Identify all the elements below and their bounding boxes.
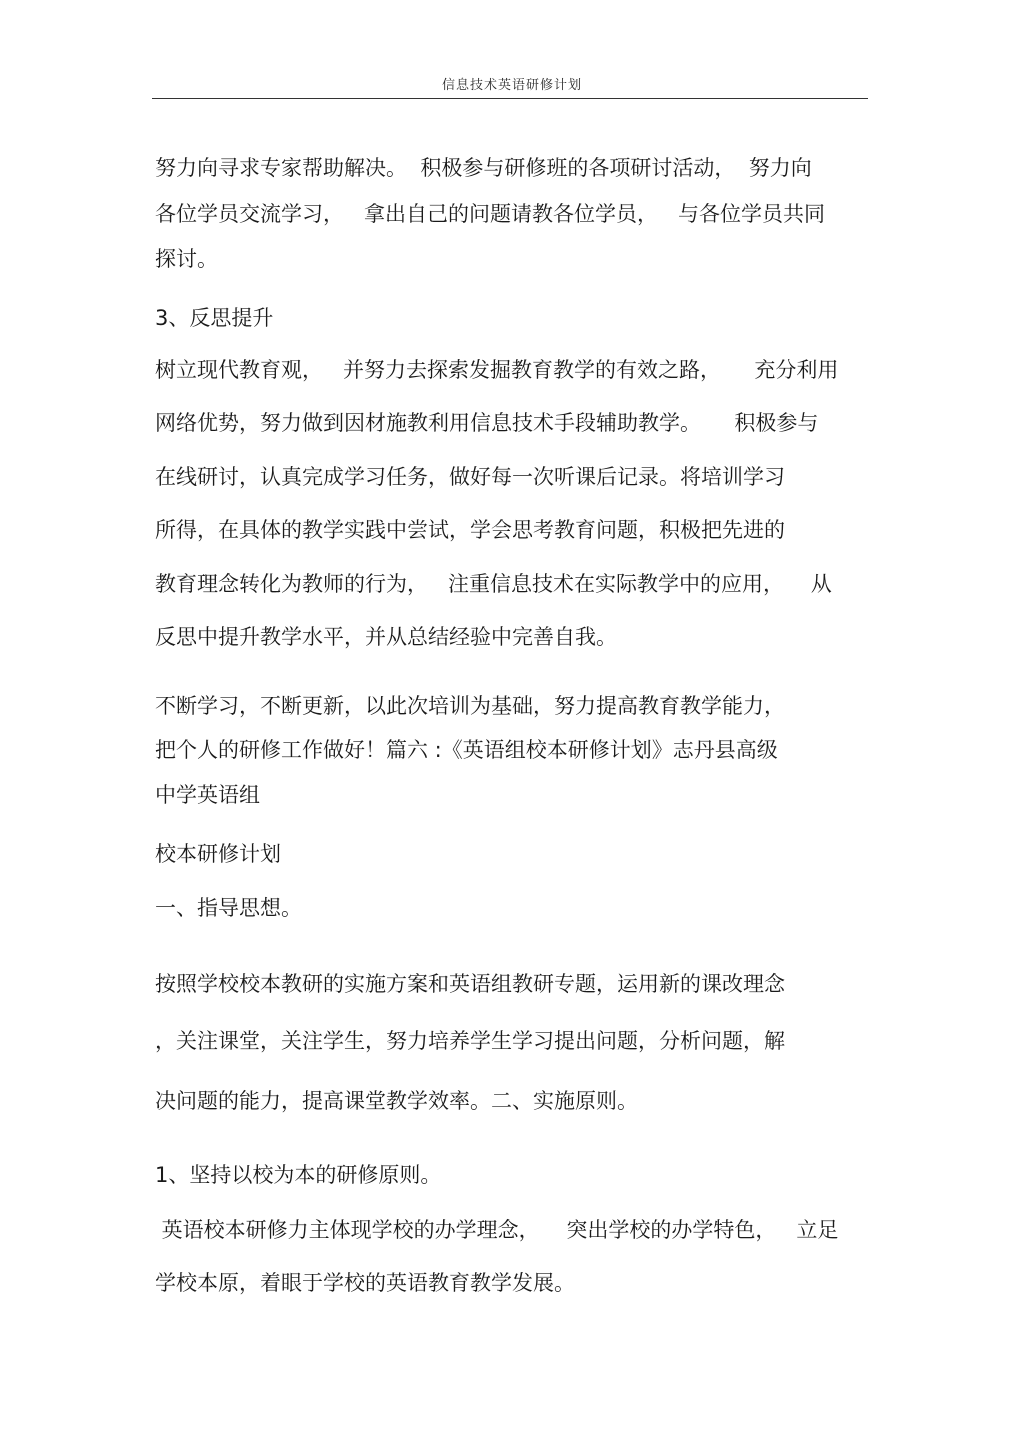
section-heading: 校本研修计划 — [155, 842, 281, 866]
text-line: 英语校本研修力主体现学校的办学理念， 突出学校的办学特色， 立足 — [155, 1218, 839, 1242]
text-line: 树立现代教育观， 并努力去探索发掘教育教学的有效之路， 充分利用 — [155, 358, 839, 382]
section-heading: 3、反思提升 — [155, 306, 274, 330]
section-heading: 一、指导思想。 — [155, 896, 302, 920]
text-line: 学校本原，着眼于学校的英语教育教学发展。 — [155, 1271, 575, 1295]
header-divider — [152, 98, 868, 99]
text-line: 不断学习，不断更新，以此次培训为基础，努力提高教育教学能力， — [155, 694, 785, 718]
section-heading: 1、坚持以校为本的研修原则。 — [155, 1163, 442, 1187]
text-line: 决问题的能力，提高课堂教学效率。二、实施原则。 — [155, 1089, 638, 1113]
text-line: 中学英语组 — [155, 783, 260, 807]
text-line: 按照学校校本教研的实施方案和英语组教研专题，运用新的课改理念 — [155, 972, 785, 996]
text-line: 努力向寻求专家帮助解决。 积极参与研修班的各项研讨活动， 努力向 — [155, 156, 812, 180]
text-line: 网络优势，努力做到因材施教利用信息技术手段辅助教学。 积极参与 — [155, 411, 819, 435]
text-line: 把个人的研修工作做好！篇六 :《英语组校本研修计划》志丹县高级 — [155, 738, 778, 762]
text-line: 探讨。 — [155, 247, 218, 271]
text-line: 教育理念转化为教师的行为， 注重信息技术在实际教学中的应用， 从 — [155, 572, 832, 596]
text-line: ，关注课堂，关注学生，努力培养学生学习提出问题，分析问题，解 — [155, 1029, 785, 1053]
text-line: 在线研讨，认真完成学习任务，做好每一次听课后记录。将培训学习 — [155, 465, 785, 489]
text-line: 反思中提升教学水平，并从总结经验中完善自我。 — [155, 625, 617, 649]
text-line: 所得，在具体的教学实践中尝试，学会思考教育问题，积极把先进的 — [155, 518, 785, 542]
page-header-title: 信息技术英语研修计划 — [441, 78, 582, 93]
text-line: 各位学员交流学习， 拿出自己的问题请教各位学员， 与各位学员共同 — [155, 202, 826, 226]
